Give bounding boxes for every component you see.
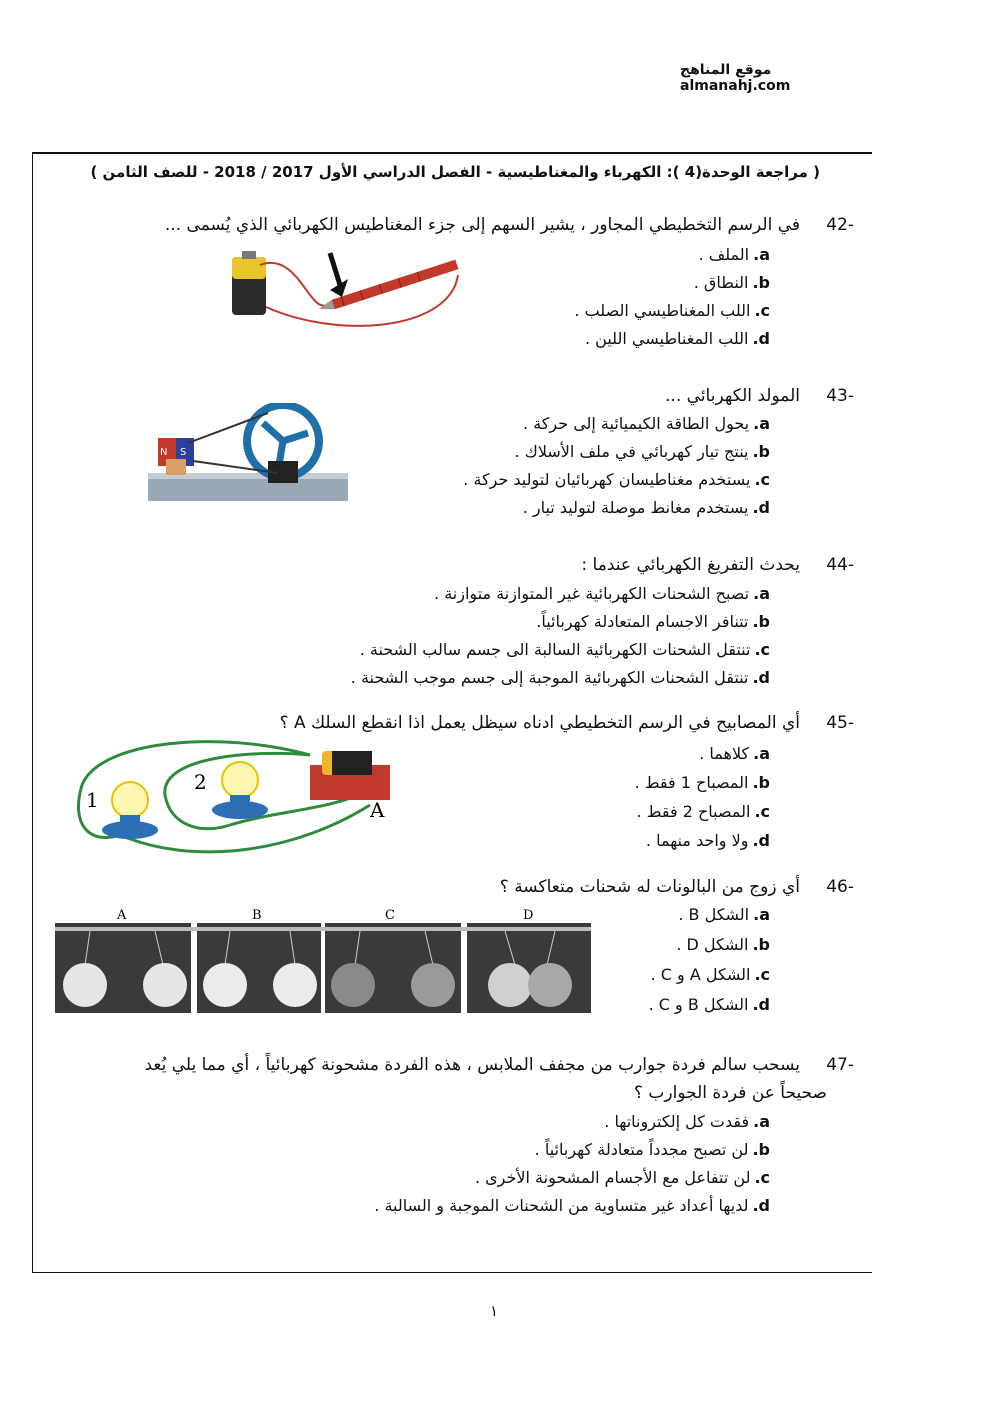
question-45-option-a: a.كلاهما . [699,744,770,763]
question-42-option-b: b.النطاق . [693,273,770,292]
question-46-option-b: b.الشكل D . [676,935,770,954]
generator-figure [148,403,348,508]
bulb-2-label: 2 [194,770,207,794]
question-46-option-d: d.الشكل B و C . [648,995,770,1014]
question-47-option-c: c.لن تتفاعل مع الأجسام المشحونة الأخرى . [474,1168,770,1187]
question-45-option-d: d.ولا واحد منهما . [645,831,770,850]
question-42-option-a: a.الملف . [698,245,770,264]
question-47-option-b: b.لن تصبح مجدداً متعادلة كهربائياً . [534,1140,770,1159]
question-47-option-a: a.فقدت كل إلكتروناتها . [604,1112,770,1131]
question-43-option-c: c.يستخدم مغناطيسان كهربائيان لتوليد حركة . [463,470,770,489]
question-46-option-a: a.الشكل B . [678,905,770,924]
question-45-option-b: b.المصباح 1 فقط . [634,773,770,792]
balloon-panel-b-label: B [252,908,262,923]
balloon-panel-d-label: D [523,908,534,923]
circuit-figure [70,735,400,865]
page-header: ( مراجعة الوحدة(4 ): الكهرباء والمغناطيسية - الفصل الدراسي الأول 2017 / 2018 - للصف الثامن ) [90,163,820,181]
frame-left-border [32,152,33,1272]
question-44-option-b: b.تتنافر الاجسام المتعادلة كهربائياً. [536,612,770,631]
question-43-option-a: a.يحول الطاقة الكيميائية إلى حركة . [523,414,770,433]
question-42-option-d: d.اللب المغناطيسي اللين . [585,329,770,348]
question-44-option-a: a.تصبح الشحنات الكهربائية غير المتوازنة متوازنة . [434,584,770,603]
question-47-option-d: d.لديها أعداد غير متساوية من الشحنات الموجبة و السالبة . [374,1196,770,1215]
balloon-panel-a-label: A [117,908,127,923]
question-43-option-b: b.ينتج تيار كهربائي في ملف الأسلاك . [514,442,770,461]
magnet-n-label: N [160,447,168,458]
balloons-figure [55,905,595,1015]
question-42-number: 42- [826,215,854,235]
question-43-option-d: d.يستخدم مغانط موصلة لتوليد تيار . [522,498,770,517]
question-43-stem: المولد الكهربائي ... [665,386,800,406]
site-label: موقع المناهج almanahj.com [680,62,791,94]
frame-bottom-border [32,1272,872,1273]
question-46-number: 46- [826,877,854,897]
balloon-panel-c-label: C [385,908,395,923]
wire-a-label: A [370,798,385,822]
question-44-option-c: c.تنتقل الشحنات الكهربائية السالبة الى جسم سالب الشحنة . [359,640,770,659]
electromagnet-figure [220,245,470,335]
question-45-option-c: c.المصباح 2 فقط . [636,802,770,821]
question-46-option-c: c.الشكل A و C . [650,965,770,984]
question-42-stem: في الرسم التخطيطي المجاور ، يشير السهم إلى جزء المغناطيس الكهربائي الذي يُسمى ... [164,215,800,235]
question-44-stem: يحدث التفريغ الكهربائي عندما : [581,555,800,575]
question-46-stem: أي زوج من البالونات له شحنات متعاكسة ؟ [499,877,800,897]
question-47-stem-line2: صحيحاً عن فردة الجوارب ؟ [634,1083,827,1103]
question-42-option-c: c.اللب المغناطيسي الصلب . [574,301,770,320]
question-45-stem: أي المصابيح في الرسم التخطيطي ادناه سيظل يعمل اذا انقطع السلك A ؟ [279,713,800,733]
frame-top-border [32,152,872,154]
question-44-option-d: d.تنتقل الشحنات الكهربائية الموجبة إلى جسم موجب الشحنة . [350,668,770,687]
question-43-number: 43- [826,386,854,406]
question-47-stem: يسحب سالم فردة جوارب من مجفف الملابس ، هذه الفردة مشحونة كهربائياً ، أي مما يلي يُعد [144,1055,800,1075]
question-44-number: 44- [826,555,854,575]
page-number: ١ [490,1302,499,1320]
question-45-number: 45- [826,713,854,733]
magnet-s-label: S [180,447,187,458]
question-47-number: 47- [826,1055,854,1075]
bulb-1-label: 1 [86,788,99,812]
